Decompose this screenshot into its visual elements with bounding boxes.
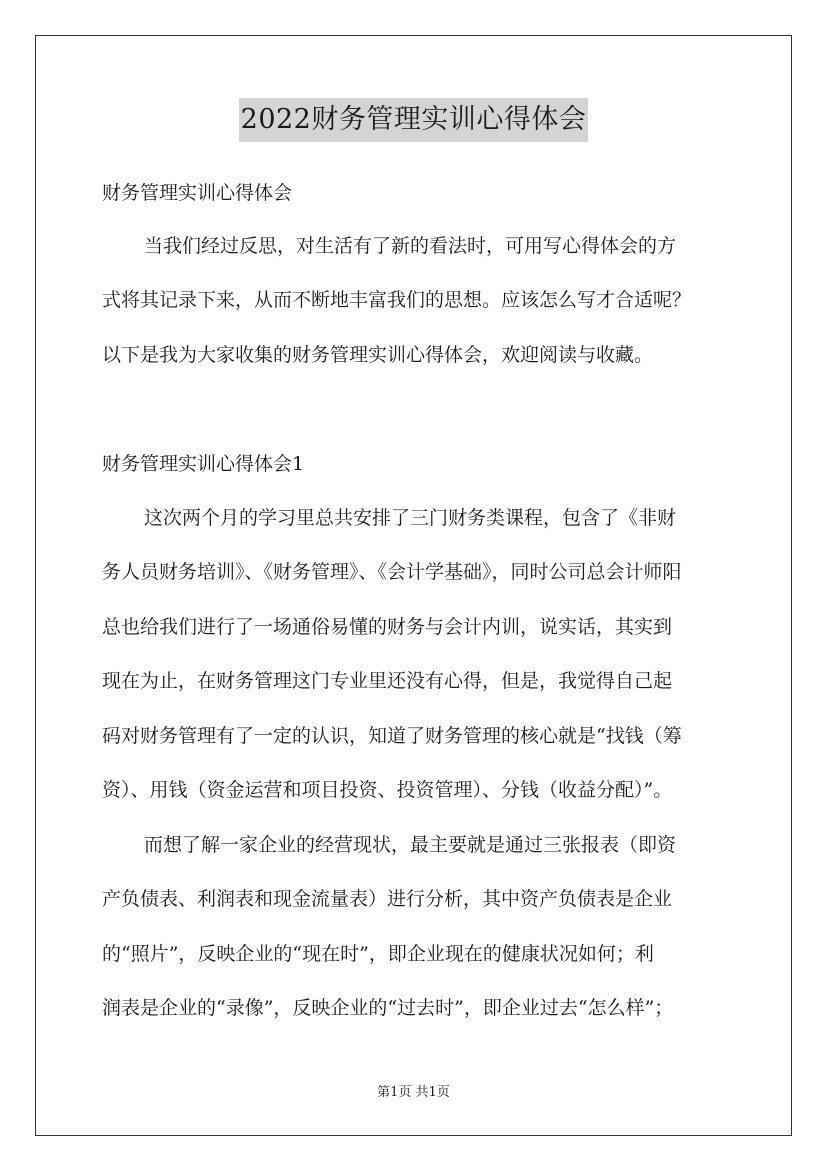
paragraph-line: 而想了解一家企业的经营现状，最主要就是通过三张报表（即资 xyxy=(144,834,677,856)
paragraph-line: 这次两个月的学习里总共安排了三门财务类课程，包含了《非财 xyxy=(144,507,677,529)
paragraph-line: 当我们经过反思，对生活有了新的看法时，可用写心得体会的方 xyxy=(144,235,677,257)
document-title: 2022财务管理实训心得体会 xyxy=(239,98,589,142)
section-heading: 财务管理实训心得体会1 xyxy=(102,453,305,475)
paragraph-line: 总也给我们进行了一场通俗易懂的财务与会计内训，说实话，其实到 xyxy=(102,615,673,638)
paragraph-line: 的“照片”，反映企业的“现在时”，即企业现在的健康状况如何；利 xyxy=(102,942,654,965)
paragraph-line: 码对财务管理有了一定的认识，知道了财务管理的核心就是“找钱（筹 xyxy=(102,724,682,747)
document-subtitle: 财务管理实训心得体会 xyxy=(102,182,293,204)
paragraph-line: 资）、用钱（资金运营和项目投资、投资管理）、分钱（收益分配）”。 xyxy=(102,778,673,801)
paragraph-line: 式将其记录下来，从而不断地丰富我们的思想。应该怎么写才合适呢？ xyxy=(102,289,692,312)
section-paragraph-2 xyxy=(102,818,742,1036)
paragraph-line: 以下是我为大家收集的财务管理实训心得体会，欢迎阅读与收藏。 xyxy=(102,343,654,366)
page-footer: 第1页 共1页 xyxy=(377,1085,450,1100)
title-container xyxy=(0,98,827,142)
paragraph-line: 润表是企业的“录像”，反映企业的“过去时”，即企业过去“怎么样”； xyxy=(102,997,674,1020)
paragraph-line: 现在为止，在财务管理这门专业里还没有心得，但是，我觉得自己起 xyxy=(102,670,673,693)
paragraph-line: 务人员财务培训》、《财务管理》、《会计学基础》，同时公司总会计师阳 xyxy=(102,561,682,584)
paragraph-line: 产负债表、利润表和现金流量表）进行分析，其中资产负债表是企业 xyxy=(102,888,673,911)
section-paragraph-1 xyxy=(102,491,742,817)
intro-paragraph xyxy=(102,219,742,382)
